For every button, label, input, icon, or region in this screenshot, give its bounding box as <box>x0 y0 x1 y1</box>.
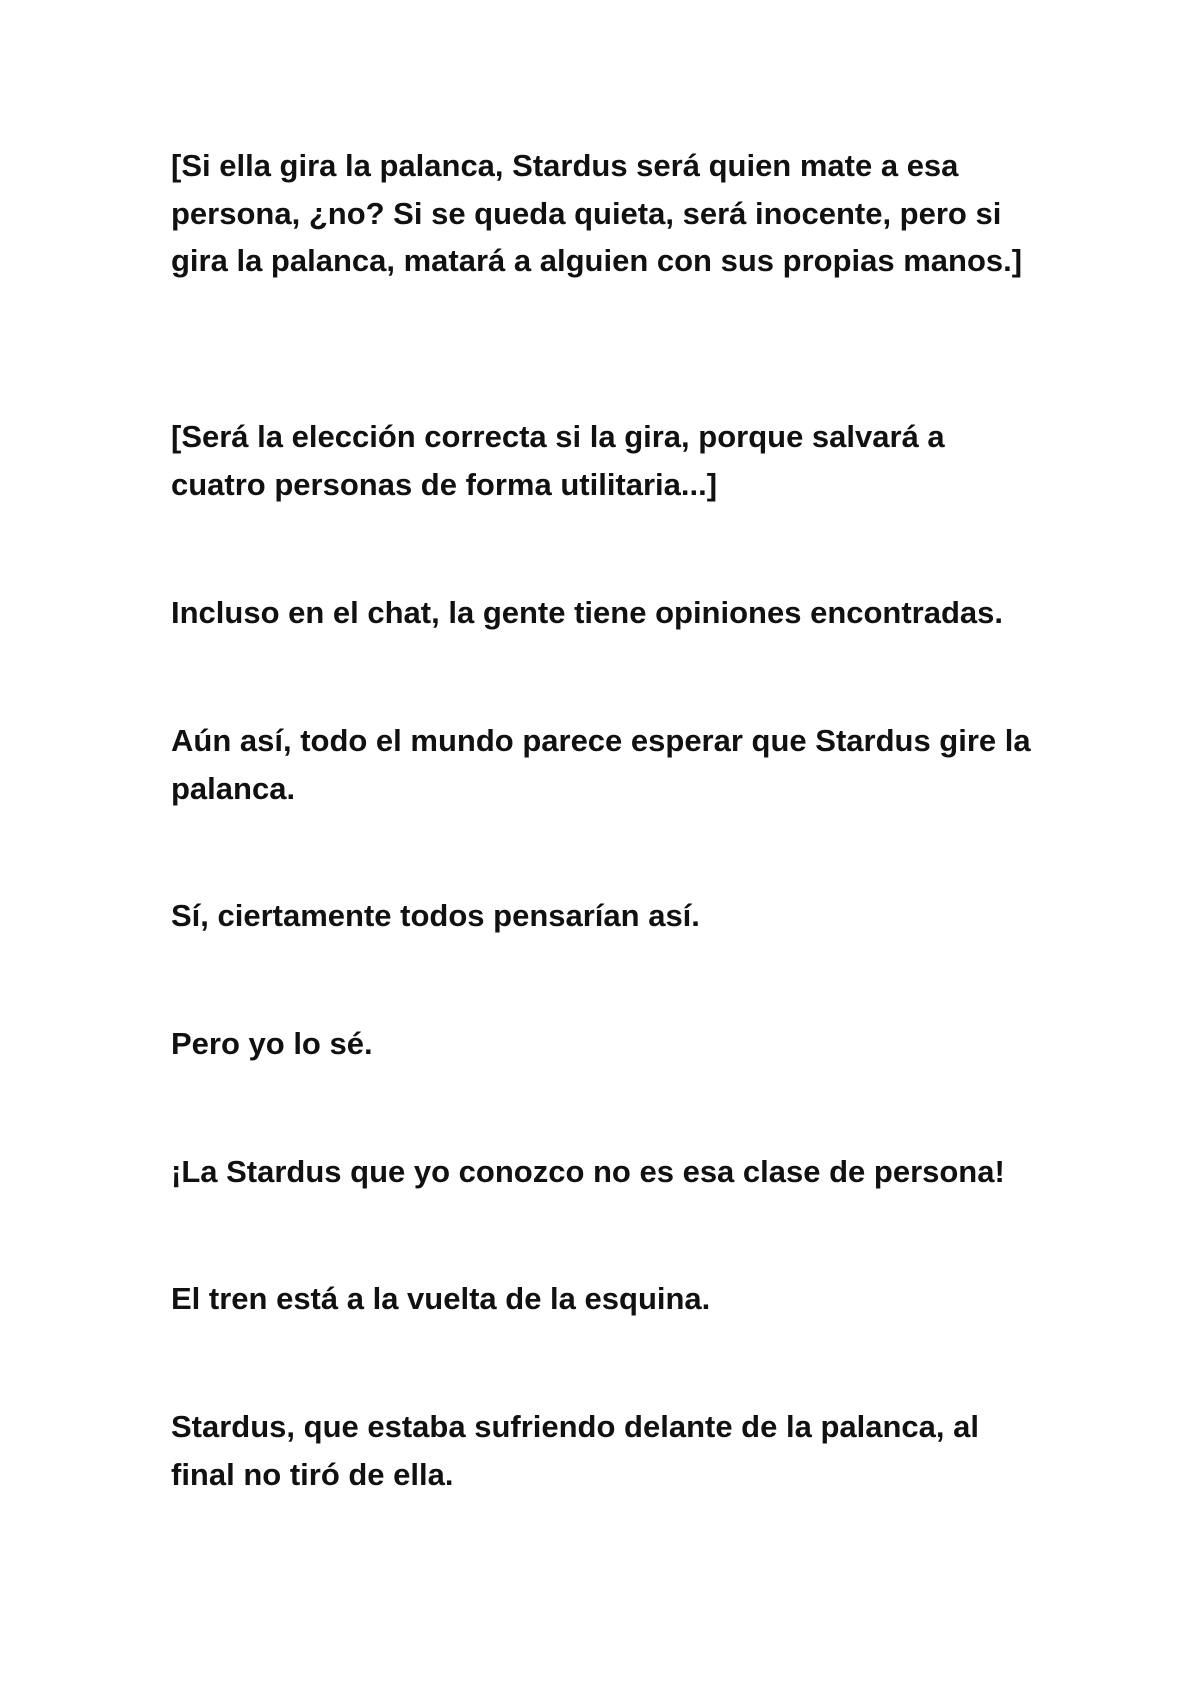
paragraph-chat-comment-2: [Será la elección correcta si la gira, porque salvará a cuatro personas de forma utilitaria...] <box>171 419 945 502</box>
paragraph: El tren está a la vuelta de la esquina. <box>171 1281 711 1316</box>
paragraph-chat-comment-1: [Si ella gira la palanca, Stardus será quien mate a esa persona, ¿no? Si se queda quieta, será inocente, pero si gira la palanca, matará a alguien con sus propias manos.] <box>171 148 1023 278</box>
paragraph: Incluso en el chat, la gente tiene opiniones encontradas. <box>171 595 1004 630</box>
paragraph: Aún así, todo el mundo parece esperar que Stardus gire la palanca. <box>171 723 1031 806</box>
paragraph: Sí, ciertamente todos pensarían así. <box>171 898 700 933</box>
paragraph: ¡La Stardus que yo conozco no es esa clase de persona! <box>171 1154 1005 1189</box>
paragraph: Pero yo lo sé. <box>171 1026 373 1061</box>
paragraph: Stardus, que estaba sufriendo delante de la palanca, al final no tiró de ella. <box>171 1409 979 1492</box>
